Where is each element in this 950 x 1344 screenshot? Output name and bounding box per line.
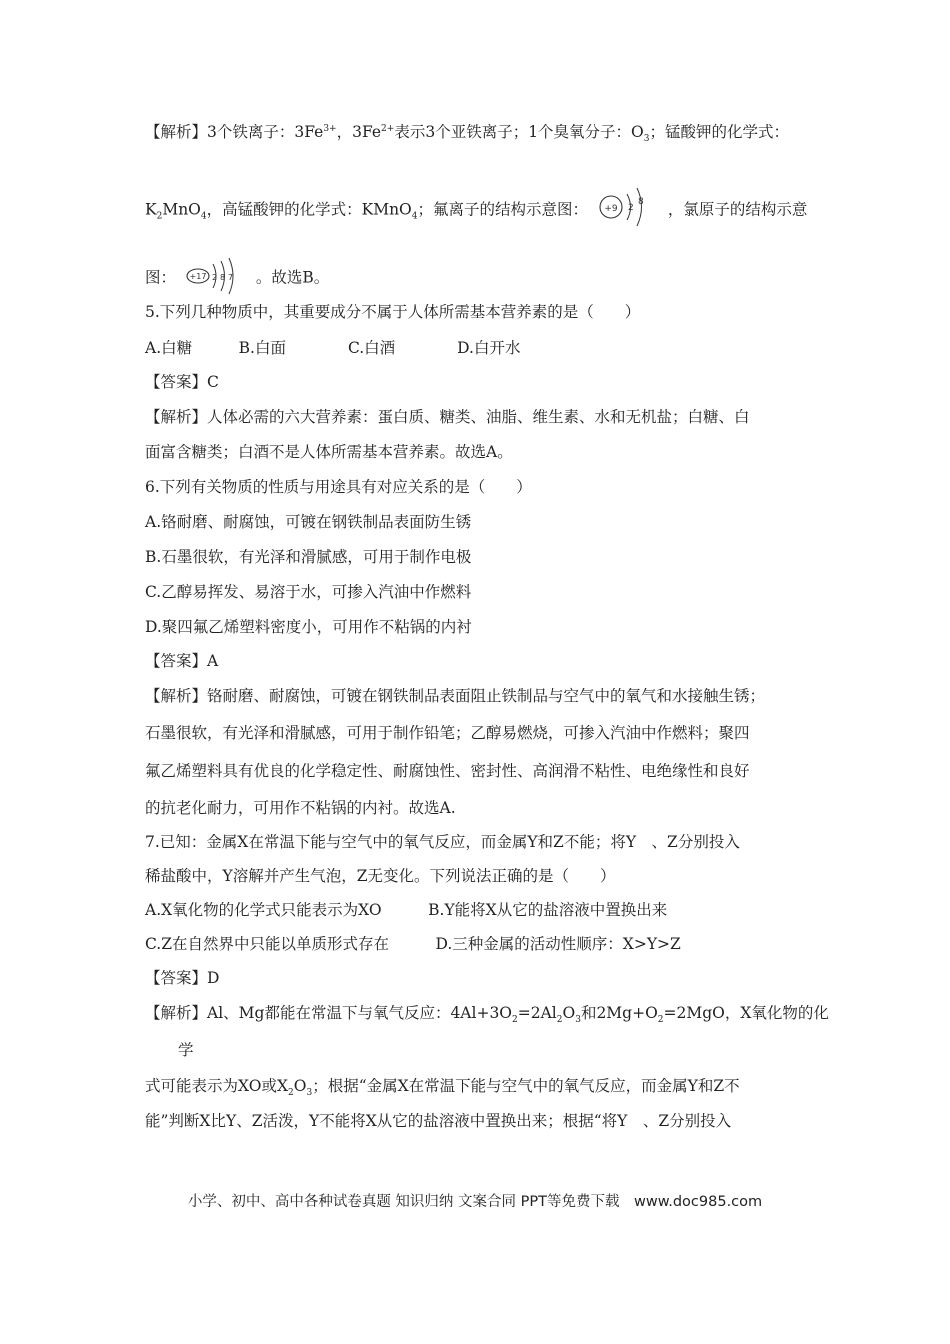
shell-1-count: 2: [211, 273, 218, 282]
analysis-4-line-3: 图： +17 2 8 7 。故选B。: [145, 256, 329, 301]
question-5-analysis-line-1: 【解析】人体必需的六大营养素：蛋白质、糖类、油脂、维生素、水和无机盐；白糖、白: [145, 408, 750, 426]
question-7-analysis-line-1: 【解析】Al、Mg都能在常温下与氧气反应：$4Al+3O_2=2Al_2O_3$和$2Mg+O_2=2MgO$，X氧化物的化: [145, 1004, 829, 1026]
analysis-4-line-2: $K_2MnO_4$，高锰酸钾的化学式：KMnO$_4$；氟离子的结构示意图： +9 2 8 ，氯原子的结构示意: [145, 185, 807, 236]
question-6-stem: 6.下列有关物质的性质与用途具有对应关系的是（ ）: [145, 478, 532, 496]
question-7-options-line-2: C.Z在自然界中只能以单质形式存在 D.三种金属的活动性顺序：X>Y>Z: [145, 935, 681, 953]
question-7-stem-line-1: 7.已知：金属X在常温下能与空气中的氧气反应，而金属Y和Z不能；将Y 、Z分别投入: [145, 833, 740, 851]
question-6-analysis-line-1: 【解析】铬耐磨、耐腐蚀，可镀在钢铁制品表面阻止铁制品与空气中的氧气和水接触生锈；: [145, 687, 766, 705]
question-5-stem: 5.下列几种物质中，其重要成分不属于人体所需基本营养素的是（ ）: [145, 303, 641, 321]
fluoride-ion-structure-diagram: [597, 185, 659, 236]
question-6-answer: 【答案】A: [145, 652, 219, 670]
shell-2-count: 8: [637, 197, 644, 207]
question-7-answer: 【答案】D: [145, 969, 220, 987]
question-7-analysis-line-4: 能”判断X比Y、Z活泼，Y不能将X从它的盐溶液中置换出来；根据“将Y 、Z分别投入: [145, 1112, 732, 1130]
question-6-option-a: A.铬耐磨、耐腐蚀，可镀在钢铁制品表面防生锈: [145, 513, 472, 531]
shell-2-count: 8: [219, 273, 226, 282]
page-footer: 小学、初中、高中各种试卷真题 知识归纳 文案合同 PPT等免费下载 www.doc985.com: [187, 1194, 763, 1210]
nucleus-charge: +17: [189, 272, 207, 281]
question-7-stem-line-2: 稀盐酸中，Y溶解并产生气泡，Z无变化。下列说法正确的是（ ）: [145, 867, 616, 885]
question-7-analysis-line-2: 学: [178, 1041, 194, 1059]
chlorine-atom-structure-diagram: [185, 256, 247, 301]
question-5-analysis-line-2: 面富含糖类；白酒不是人体所需基本营养素。故选A。: [145, 443, 513, 461]
question-6-option-d: D.聚四氟乙烯塑料密度小，可用作不粘锅的内衬: [145, 618, 472, 636]
question-5-answer: 【答案】C: [145, 373, 219, 391]
question-7-analysis-line-3: 式可能表示为XO或$X_2O_3$；根据“金属X在常温下能与空气中的氧气反应，而金属Y和Z不: [145, 1077, 740, 1099]
question-7-options-line-1: A.X氧化物的化学式只能表示为XO B.Y能将X从它的盐溶液中置换出来: [145, 901, 668, 919]
shell-1-count: 2: [627, 203, 634, 213]
question-6-analysis-line-4: 的抗老化耐力，可用作不粘锅的内衬。故选A.: [145, 799, 456, 817]
question-6-option-c: C.乙醇易挥发、易溶于水，可掺入汽油中作燃料: [145, 583, 472, 601]
nucleus-charge: +9: [604, 204, 618, 214]
question-6-option-b: B.石墨很软，有光泽和滑腻感，可用于制作电极: [145, 548, 472, 566]
shell-3-count: 7: [227, 273, 234, 282]
analysis-4-line-1: 【解析】3个铁离子：$3Fe^{3+}$，$3Fe^{2+}$表示3个亚铁离子；1个臭氧分子：$O_3$；锰酸钾的化学式：: [145, 123, 790, 145]
question-6-analysis-line-3: 氟乙烯塑料具有优良的化学稳定性、耐腐蚀性、密封性、高润滑不粘性、电绝缘性和良好: [145, 762, 750, 780]
question-5-options: A.白糖 B.白面 C.白酒 D.白开水: [145, 339, 521, 357]
question-6-analysis-line-2: 石墨很软，有光泽和滑腻感，可用于制作铅笔；乙醇易燃烧，可掺入汽油中作燃料；聚四: [145, 724, 750, 742]
